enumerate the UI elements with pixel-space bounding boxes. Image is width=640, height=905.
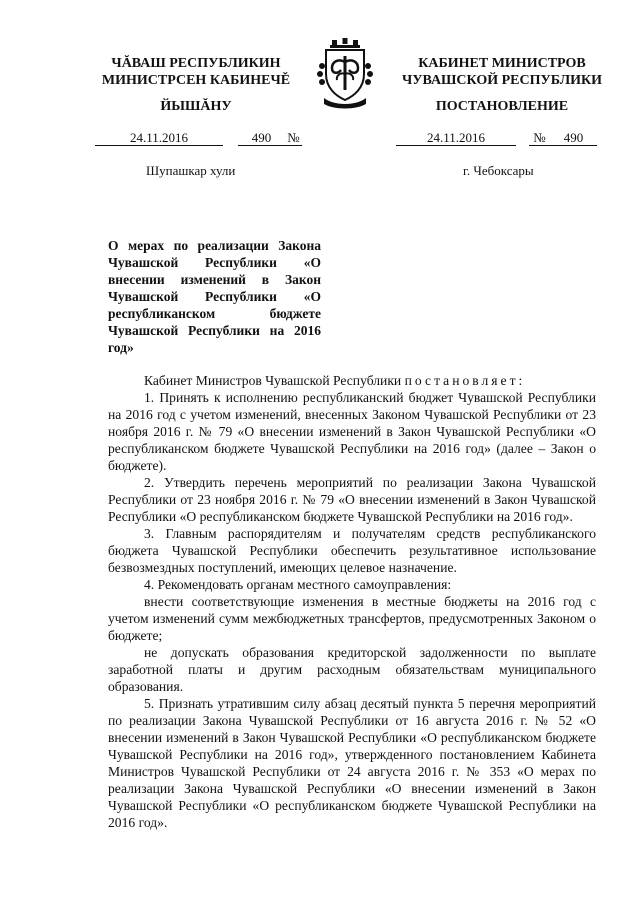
org-name-chuvash-line1: ЧĂВАШ РЕСПУБЛИКИН — [111, 56, 281, 71]
coat-of-arms-emblem — [314, 38, 376, 110]
doc-type-russian: ПОСТАНОВЛЕНИЕ — [435, 99, 569, 114]
paragraph-1: 1. Принять к исполнению республиканский бюджет Чувашской Республики на 2016 год с учетом изменений, внесенных Законом Чувашской Республики от 23 ноября 2016 г. № 79 «О внесении изменений в Закон Чувашской Республики «О республиканском бюджете Чувашской Республики на 2016 год» (далее – Закон о бюджете). — [108, 390, 596, 473]
left-city: Шупашкар хули — [146, 163, 236, 178]
org-name-russian — [382, 55, 622, 89]
paragraph-4: 4. Рекомендовать органам местного самоуправления: — [144, 577, 452, 592]
document-title: О мерах по реализации Закона Чувашской Республики «О внесении изменений в Закон Чувашской Республики «О республиканском бюджете Чувашской Республики на 2016 год» — [108, 238, 321, 355]
right-number: 490 — [551, 131, 597, 146]
intro-action: постановляет: — [404, 373, 526, 388]
left-number: 490 — [238, 131, 286, 146]
paragraph-4b: не допускать образования кредиторской задолженности по выплате заработной платы и другим расходным обязательствам муниципального образования. — [108, 645, 596, 694]
intro-prefix: Кабинет Министров Чувашской Республики — [144, 373, 402, 388]
paragraph-5: 5. Признать утратившим силу абзац десятый пункта 5 перечня мероприятий по реализации Закона Чувашской Республики от 16 августа 2016 г. № 52 «О внесении изменений в Закон Чувашской Республики «О республиканском бюджете Чувашской Республики на 2016 год», утвержденного постановлением Кабинета Министров Чувашской Республики от 24 августа 2016 г. № 353 «О мерах по реализации Закона Чувашской Республики «О внесении изменений в Закон Чувашской Республики «О республиканском бюджете Чувашской Республики на 2016 год». — [108, 696, 596, 830]
right-date: 24.11.2016 — [396, 131, 516, 146]
left-date-number — [95, 130, 302, 146]
left-number-sign: № — [287, 130, 300, 145]
paragraph-3: 3. Главным распорядителям и получателям средств республиканского бюджета Чувашской Республики обеспечить результативное использование безвозмездных поступлений, имеющих целевое назначение. — [108, 526, 596, 575]
org-name-russian-line1: КАБИНЕТ МИНИСТРОВ — [418, 56, 586, 71]
paragraph-4a: внести соответствующие изменения в местные бюджеты на 2016 год с учетом изменений сумм межбюджетных трансфертов, предусмотренных Законом о бюджете; — [108, 594, 596, 643]
intro-paragraph — [108, 372, 596, 389]
paragraph-2: 2. Утвердить перечень мероприятий по реализации Закона Чувашской Республики от 23 ноября 2016 г. № 79 «О внесении изменений в Закон Чувашской Республики «О республиканском бюджете Чувашской Республики на 2016 год». — [108, 475, 596, 524]
org-name-chuvash — [86, 55, 306, 89]
right-date-number — [396, 130, 597, 146]
org-name-russian-line2: ЧУВАШСКОЙ РЕСПУБЛИКИ — [401, 73, 603, 88]
document-body — [108, 372, 596, 831]
right-city: г. Чебоксары — [463, 163, 534, 178]
right-number-sign: № — [529, 131, 551, 146]
org-name-chuvash-line2: МИНИСТРСЕН КАБИНЕЧĚ — [101, 73, 291, 88]
doc-type-chuvash: ЙЫШĂНУ — [160, 99, 232, 114]
left-date: 24.11.2016 — [95, 131, 223, 146]
